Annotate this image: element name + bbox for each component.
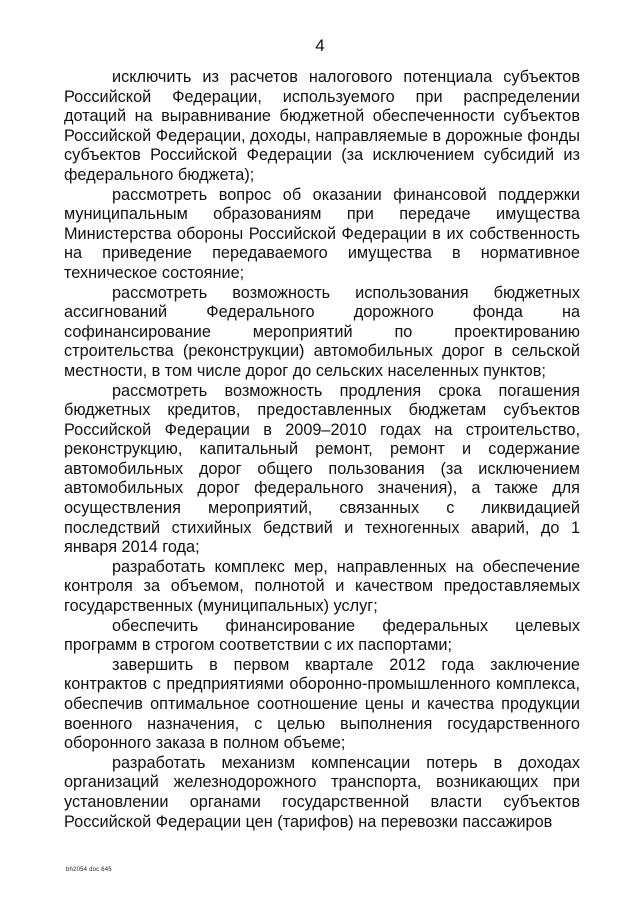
- document-body: [64, 68, 580, 832]
- paragraph-road-fund: рассмотреть возможность использования бюджетных ассигнований Федерального дорожного фонда на софинансирование мероприятий по проектированию строительства (реконструкции) автомобильных дорог в сельской местности, в том числе дорог до сельских населенных пунктов;: [64, 283, 580, 380]
- paragraph-target-programs: обеспечить финансирование федеральных целевых программ в строгом соответствии с их паспортами;: [64, 616, 580, 655]
- paragraph-municipal-support: рассмотреть вопрос об оказании финансовой поддержки муниципальным образованиям при передаче имущества Министерства обороны Российской Федерации в их собственность на приведение передаваемого имущества в нормативное техническое состояние;: [64, 185, 580, 282]
- paragraph-tax-potential: исключить из расчетов налогового потенциала субъектов Российской Федерации, используемого при распределении дотаций на выравнивание бюджетной обеспеченности субъектов Российской Федерации, доходы, направляемые в дорожные фонды субъектов Российской Федерации (за исключением субсидий из федерального бюджета);: [64, 68, 580, 184]
- footer-document-code: bh2054 doc 645: [66, 867, 112, 873]
- paragraph-budget-credits: рассмотреть возможность продления срока погашения бюджетных кредитов, предоставленных бюджетам субъектов Российской Федерации в 2009–2010 годах на строительство, реконструкцию, капитальный ремонт, ремонт и содержание автомобильных дорог общего пользования (за исключением автомобильных дорог федерального значения), а также для осуществления мероприятий, связанных с ликвидацией последствий стихийных бедствий и техногенных аварий, до 1 января 2014 года;: [64, 381, 580, 557]
- paragraph-railway-compensation: разработать механизм компенсации потерь в доходах организаций железнодорожного транспорта, возникающих при установлении органами государственной власти субъектов Российской Федерации цен (тарифов) на перевозки пассажиров: [64, 753, 580, 831]
- paragraph-public-services: разработать комплекс мер, направленных на обеспечение контроля за объемом, полнотой и качеством предоставляемых государственных (муниципальных) услуг;: [64, 557, 580, 616]
- paragraph-defense-contracts: завершить в первом квартале 2012 года заключение контрактов с предприятиями оборонно-промышленного комплекса, обеспечив оптимальное соотношение цены и качества продукции военного назначения, с целью выполнения государственного оборонного заказа в полном объеме;: [64, 655, 580, 753]
- page-number: 4: [315, 36, 325, 55]
